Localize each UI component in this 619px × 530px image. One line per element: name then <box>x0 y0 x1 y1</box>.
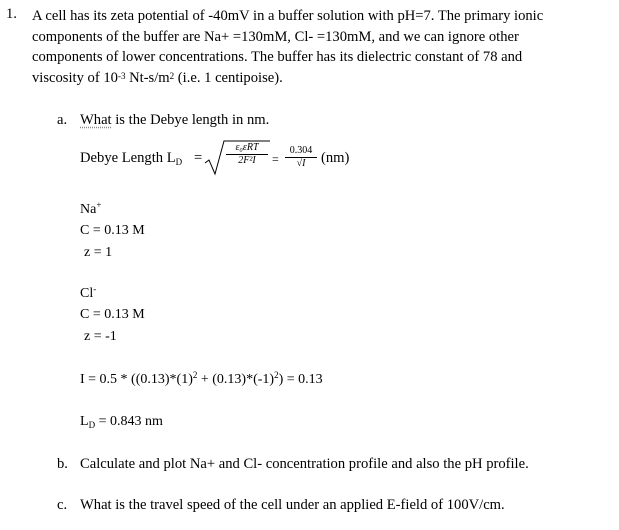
ionic-strength-equation: $I = 0.5 * ((0.13)*(1)^2 + (0.13)*(-1)^2) = 0.13$ <box>80 370 323 387</box>
question-number: 1. <box>6 6 17 22</box>
part-c-label: c. <box>57 497 68 513</box>
question-line-2: components of the buffer are Na+ =130mM, Cl- =130mM, and we can ignore other <box>32 28 519 45</box>
part-a-label: a. <box>57 112 68 128</box>
part-b-label: b. <box>57 456 68 472</box>
cl-valence: z = -1 <box>84 329 117 344</box>
question-text <box>32 6 592 88</box>
fraction-denominator: √I <box>296 158 306 169</box>
part-a-question: What is the Debye length in nm. <box>80 112 270 128</box>
sqrt-fraction <box>226 142 268 167</box>
equals-sign-1: = <box>194 150 203 166</box>
equals-sign-2: = <box>272 152 279 166</box>
question-line-4: viscosity of $10^{-3}$ $Nt-s/m^2$ (i.e. 1 centipoise). <box>32 69 283 86</box>
sqrt-numerator: ε₀εRT <box>235 142 259 153</box>
debye-length-result: $L_D = 0.843$ nm <box>80 414 163 430</box>
part-c-question: What is the travel speed of the cell under an applied E-field of 100V/cm. <box>80 497 505 513</box>
na-concentration: C = 0.13 M <box>80 223 145 238</box>
fraction-numerator: 0.304 <box>289 145 313 156</box>
what-word: What <box>80 112 112 128</box>
question-line-3: components of lower concentrations. The buffer has its dielectric constant of 78 and <box>32 49 523 65</box>
debye-label: Debye Length $L_D$ <box>80 150 183 167</box>
cl-concentration: C = 0.13 M <box>80 307 145 322</box>
na-valence: z = 1 <box>84 245 113 260</box>
question-line-1: A cell has its zeta potential of -40mV in a buffer solution with pH=7. The primary ionic <box>32 8 544 24</box>
unit-label: (nm) <box>321 150 350 166</box>
result-fraction <box>285 145 317 170</box>
cl-ion-label: Cl- <box>80 284 97 301</box>
part-b-question: Calculate and plot Na+ and Cl- concentration profile and also the pH profile. <box>80 456 529 472</box>
sqrt-denominator: 2F²I <box>238 155 256 166</box>
na-ion-label: Na+ <box>80 200 102 217</box>
